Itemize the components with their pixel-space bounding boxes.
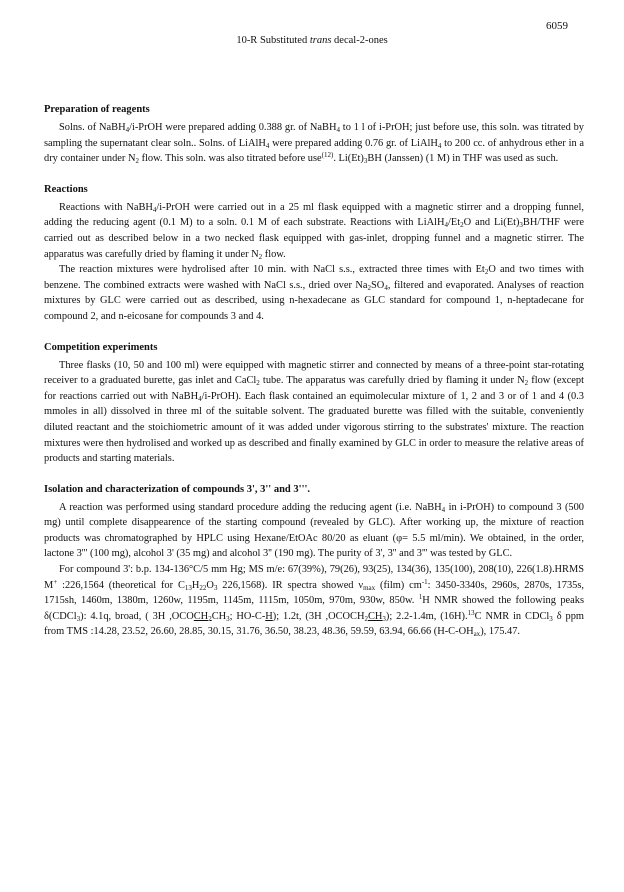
section-heading: Reactions xyxy=(44,183,88,195)
paragraph: A reaction was performed using standard procedure adding the reducing agent (i.e. NaBH$_4$ in i-PrOH) to compound 3 (500 mg) until complete disappearence of the starting compound (revealed by GLC). After working up, the mixture of reaction products was chromatographed by HPLC using Hexane/EtOAc 80/20 as eluant (φ= 5.5 ml/min). We obtained, in the order, lactone 3''' (100 mg), alcohol 3' (35 mg) and alcohol 3'' (190 mg). The purity of 3', 3'' and 3''' was tested by GLC. xyxy=(44,501,584,560)
section-heading: Preparation of reagents xyxy=(44,104,150,115)
section-reactions xyxy=(44,182,584,325)
running-title: 10-R Substituted trans decal-2-ones xyxy=(236,35,388,46)
section-isolation-and-characterization xyxy=(44,482,584,640)
section-heading: Competition experiments xyxy=(44,341,158,353)
section-preparation-of-reagents xyxy=(44,102,584,167)
section-competition-experiments xyxy=(44,340,584,467)
paragraph: Solns. of NaBH$_4$/i-PrOH were prepared adding 0.388 gr. of NaBH$_4$ to 1 l of i-PrOH; just before use, this soln. was titrated by sampling the supernatant clear soln.. Solns. of LiAlH$_4$ were prepared adding 0.76 gr. of LiAlH$_4$ to 200 cc. of anhydrous ether in a dry container under $N_2$ flow. This soln. was also titrated before use$^{(12)}$. $Li(Et)_3BH$ (Janssen) (1 M) in THF was used as such. xyxy=(44,122,584,166)
page-number: 6059 xyxy=(546,20,568,32)
section-heading: Isolation and characterization of compounds 3', 3'' and 3'''. xyxy=(44,483,311,495)
paragraph: Reactions with NaBH$_4$/i-PrOH were carried out in a 25 ml flask equipped with a magnetic stirrer and a dropping funnel, adding the reducing agent (0.1 M) to a soln. 0.1 M of each substrate. Reactions with $LiAlH_4/Et_2O$ and $Li(Et)_3BH$/THF were carried out as described below in a two necked flask equipped with gas-inlet, dropping funnel and a magnetic stirrer. The apparatus was carefully dried by flaming it under $N_2$ flow. xyxy=(44,201,584,261)
paragraph: The reaction mixtures were hydrolised after 10 min. with NaCl s.s., extracted three times with $Et_2O$ and two times with benzene. The combined extracts were washed with NaCl s.s., dried over $Na_2SO_4$, filtered and evaporated. Analyses of reaction mixtures by GLC were carried out as described, using n-hexadecane as GLC standard for compound 1, n-heptadecane for compound 2, and n-eicosane for compounds 3 and 4. xyxy=(44,264,584,322)
main-text xyxy=(44,102,584,640)
paragraph: For compound 3': b.p. 134-136°C/5 mm Hg; MS m/e: 67(39%), 79(26), 93(25), 134(36), 135(100), 208(10), 226(1.8).HRMS M+ :226,1564 (theoretical for $C_{13}H_{22}O_3$ 226,1568). IR spectra showed $\nu_{max}$ (film) $cm^{-1}$: 3450-3340s, 2960s, 2870s, 1735s, 1715sh, 1460m, 1380m, 1260w, 1195m, 1145m, 1115m, 1050m, 970m, 930w, 850w. $^1$H NMR showed the following peaks δ(CDCl$_3$): 4.1q, broad, ( 3H $,OCOCH_2CH_3$; HO-C-H); 1.2t, (3H $,OCOCH_2CH_3$); 2.2-1.4m, (16H).$^{13}$C NMR in CDCl$_3$ δ ppm from TMS :14.28, 23.52, 26.60, 28.85, 30.15, 31.76, 36.50, 38.23, 48.36, 59.59, 63.94, 66.66 $(H-C-OH_{ax})$, 175.47. xyxy=(44,564,584,639)
page-header xyxy=(0,14,624,54)
paragraph: Three flasks (10, 50 and 100 ml) were equipped with magnetic stirrer and connected by means of a three-point star-rotating receiver to a graduated burette, gas inlet and CaCl$_2$ tube. The apparatus was carefully dried by flaming it under $N_2$ flow (except for reactions carried out with NaBH$_4$/i-PrOH). Each flask contained an equimolecular mixture of 1, 2 and 3 or of 1 and 4 (0.3 mmoles in all) dissolved in three ml of the suitable solvent. The graduated burette was filled with the suitable, conveniently diluted reactant and the stoichiometric amount of it was added under vigorous stirring to the substrates' mixture. The reaction mixtures were then hydrolised and worked up as described and finally examined by GLC in order to measure the relative areas of products and starting materials. xyxy=(44,359,585,465)
